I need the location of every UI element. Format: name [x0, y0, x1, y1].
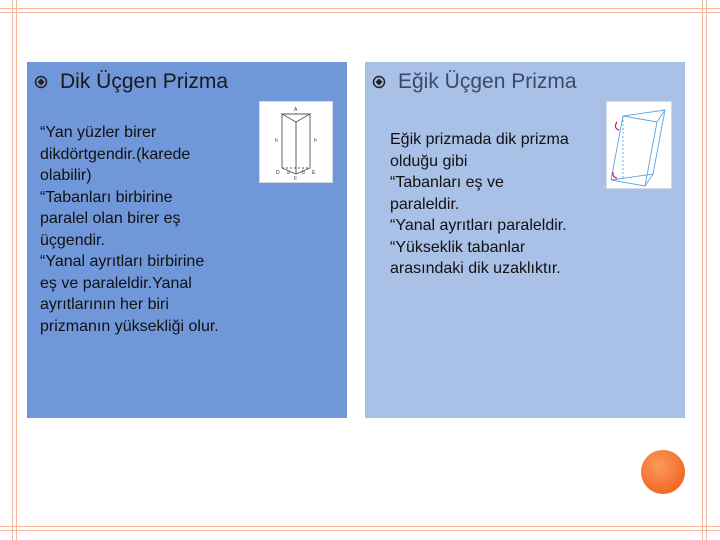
frame-line-bottom-inner [0, 526, 720, 527]
left-line: prizmanın yüksekliği olur. [40, 317, 219, 335]
figure-label: h [314, 138, 317, 144]
accent-circle [641, 450, 685, 494]
left-body [40, 122, 219, 337]
figure-label: a [287, 170, 290, 176]
diamond-bullet-icon [34, 75, 48, 89]
right-title: Eğik Üçgen Prizma [398, 70, 577, 93]
right-line: olduğu gibi [390, 152, 468, 170]
figure-label: E [312, 170, 316, 176]
left-line: “Yan yüzler birer [40, 124, 157, 141]
right-line: Eğik prizmada dik prizma [390, 131, 569, 148]
frame-line-bottom-outer [0, 530, 720, 531]
left-line: üçgendir. [40, 231, 105, 249]
right-heading [372, 70, 577, 94]
frame-line-left-inner [16, 0, 17, 540]
right-prism-figure [259, 101, 333, 183]
left-line: paralel olan birer eş [40, 210, 181, 227]
frame-line-right-inner [702, 0, 703, 540]
left-line: eş ve paraleldir.Yanal [40, 274, 192, 292]
right-line: “Yanal ayrıtları paraleldir. [390, 217, 567, 234]
oblique-prism-figure [606, 101, 672, 189]
figure-label: D [276, 170, 280, 176]
diamond-bullet-icon [372, 75, 386, 89]
frame-line-left-outer [12, 0, 13, 540]
frame-line-top-inner [0, 12, 720, 13]
left-line: olabilir) [40, 167, 92, 184]
left-line: “Yanal ayrıtları birbirine [40, 253, 205, 270]
right-line: arasındaki dik uzaklıktır. [390, 260, 561, 277]
figure-label: h [275, 138, 278, 144]
right-line: paraleldir. [390, 195, 460, 213]
left-title: Dik Üçgen Prizma [60, 70, 229, 93]
right-line: “Tabanları eş ve [390, 174, 504, 191]
figure-label: A [294, 107, 298, 113]
figure-label: b [302, 170, 305, 176]
frame-line-top-outer [0, 8, 720, 9]
frame-line-right-outer [706, 0, 707, 540]
right-body [390, 129, 569, 280]
figure-label: F [294, 176, 298, 182]
left-heading [34, 70, 228, 94]
right-line: “Yükseklik tabanlar [390, 238, 526, 256]
left-line: “Tabanları birbirine [40, 188, 173, 206]
left-line: dikdörtgendir.(karede [40, 145, 191, 163]
left-line: ayrıtlarının her biri [40, 296, 169, 313]
